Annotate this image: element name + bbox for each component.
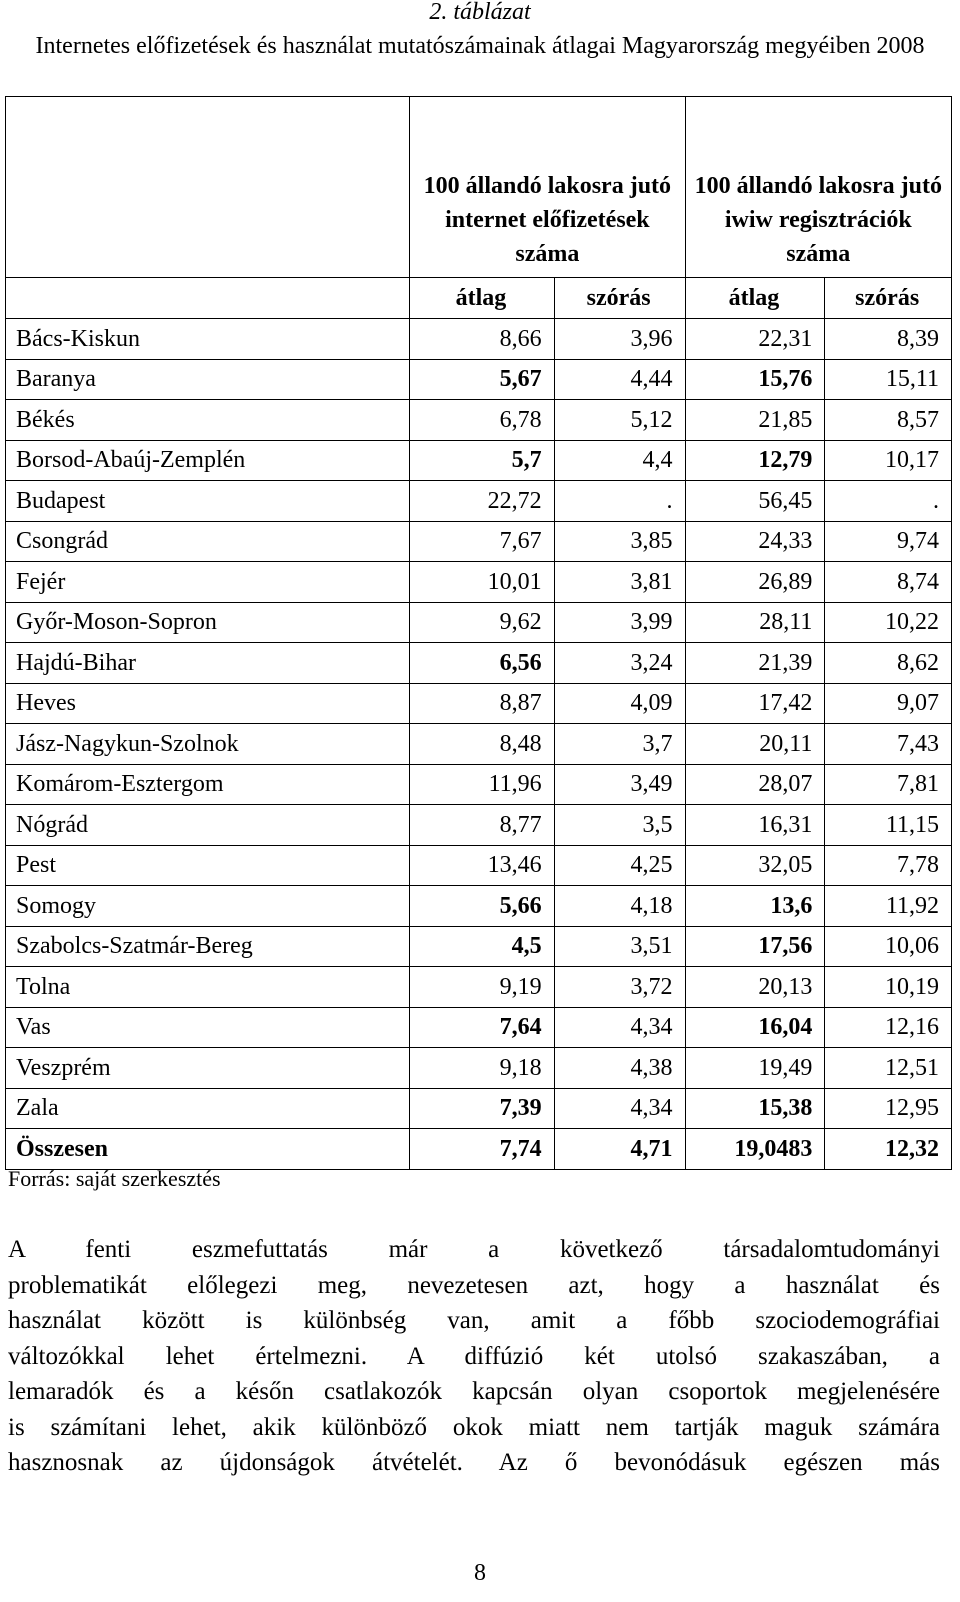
internet-sd-cell: 5,12 xyxy=(554,400,685,441)
paragraph-line: is számítani lehet, akik különböző okok miatt nem tartják maguk számára xyxy=(8,1413,940,1441)
county-name-cell: Budapest xyxy=(6,481,410,522)
internet-sd-cell: 4,25 xyxy=(554,845,685,886)
paragraph-line: változókkal lehet értelmezni. A diffúzió két utolsó szakaszában, a xyxy=(8,1342,940,1370)
iwiw-mean-cell: 21,39 xyxy=(685,643,825,684)
sub-header-sd-1: szórás xyxy=(554,278,685,319)
table-row xyxy=(6,926,952,967)
table-row xyxy=(6,521,952,562)
iwiw-sd-cell: 15,11 xyxy=(825,359,952,400)
total-internet-sd-cell: 4,71 xyxy=(554,1129,685,1170)
county-name-cell: Szabolcs-Szatmár-Bereg xyxy=(6,926,410,967)
county-name-cell: Heves xyxy=(6,683,410,724)
county-name-cell: Borsod-Abaúj-Zemplén xyxy=(6,440,410,481)
county-name-cell: Zala xyxy=(6,1088,410,1129)
table-row xyxy=(6,1088,952,1129)
internet-mean-cell: 8,66 xyxy=(410,319,554,360)
internet-sd-cell: 4,18 xyxy=(554,886,685,927)
page-number: 8 xyxy=(474,1560,486,1586)
iwiw-sd-cell: 9,74 xyxy=(825,521,952,562)
internet-mean-cell: 8,48 xyxy=(410,724,554,765)
internet-mean-cell: 5,66 xyxy=(410,886,554,927)
internet-sd-cell: 3,81 xyxy=(554,562,685,603)
iwiw-mean-cell: 16,31 xyxy=(685,805,825,846)
iwiw-mean-cell: 17,56 xyxy=(685,926,825,967)
table-row xyxy=(6,359,952,400)
iwiw-mean-cell: 20,13 xyxy=(685,967,825,1008)
county-name-cell: Vas xyxy=(6,1007,410,1048)
internet-mean-cell: 7,67 xyxy=(410,521,554,562)
internet-sd-cell: 3,96 xyxy=(554,319,685,360)
internet-mean-cell: 10,01 xyxy=(410,562,554,603)
county-name-cell: Békés xyxy=(6,400,410,441)
table-total-row xyxy=(6,1129,952,1170)
iwiw-mean-cell: 21,85 xyxy=(685,400,825,441)
county-name-cell: Győr-Moson-Sopron xyxy=(6,602,410,643)
county-name-cell: Pest xyxy=(6,845,410,886)
internet-mean-cell: 13,46 xyxy=(410,845,554,886)
iwiw-sd-cell: 7,78 xyxy=(825,845,952,886)
table-row xyxy=(6,440,952,481)
table-row xyxy=(6,683,952,724)
internet-mean-cell: 11,96 xyxy=(410,764,554,805)
iwiw-mean-cell: 24,33 xyxy=(685,521,825,562)
iwiw-sd-cell: 10,19 xyxy=(825,967,952,1008)
sub-header-mean-1: átlag xyxy=(410,278,554,319)
table-row xyxy=(6,562,952,603)
table-caption-title: Internetes előfizetések és használat mutatószámainak átlagai Magyarország megyéiben 2008 xyxy=(35,33,925,59)
iwiw-sd-cell: . xyxy=(825,481,952,522)
iwiw-sd-cell: 11,92 xyxy=(825,886,952,927)
paragraph-line: lemaradók és a későn csatlakozók kapcsán olyan csoportok megjelenésére xyxy=(8,1378,940,1405)
iwiw-sd-cell: 10,17 xyxy=(825,440,952,481)
table-row xyxy=(6,967,952,1008)
iwiw-sd-cell: 12,95 xyxy=(825,1088,952,1129)
iwiw-mean-cell: 26,89 xyxy=(685,562,825,603)
internet-sd-cell: 4,44 xyxy=(554,359,685,400)
iwiw-sd-cell: 8,62 xyxy=(825,643,952,684)
iwiw-sd-cell: 9,07 xyxy=(825,683,952,724)
iwiw-mean-cell: 19,49 xyxy=(685,1048,825,1089)
table-sub-header-row xyxy=(6,278,952,319)
table-source-note: Forrás: saját szerkesztés xyxy=(8,1166,221,1191)
county-name-cell: Nógrád xyxy=(6,805,410,846)
table-row xyxy=(6,643,952,684)
county-name-cell: Hajdú-Bihar xyxy=(6,643,410,684)
iwiw-mean-cell: 16,04 xyxy=(685,1007,825,1048)
internet-mean-cell: 7,39 xyxy=(410,1088,554,1129)
table-row xyxy=(6,602,952,643)
county-name-cell: Tolna xyxy=(6,967,410,1008)
internet-sd-cell: 4,34 xyxy=(554,1088,685,1129)
county-name-cell: Somogy xyxy=(6,886,410,927)
iwiw-mean-cell: 28,11 xyxy=(685,602,825,643)
internet-mean-cell: 9,62 xyxy=(410,602,554,643)
iwiw-mean-cell: 56,45 xyxy=(685,481,825,522)
internet-sd-cell: 3,51 xyxy=(554,926,685,967)
paragraph-line: használat között is különbség van, amit a főbb szociodemográfiai xyxy=(8,1307,940,1334)
group-header-internet: 100 állandó lakosra jutó internet előfizetések száma xyxy=(410,97,685,278)
county-name-cell: Baranya xyxy=(6,359,410,400)
table-row xyxy=(6,1048,952,1089)
table-group-header-row xyxy=(6,97,952,278)
table-caption-label: 2. táblázat xyxy=(429,0,531,25)
county-name-cell: Bács-Kiskun xyxy=(6,319,410,360)
total-iwiw-mean-cell: 19,0483 xyxy=(685,1129,825,1170)
iwiw-mean-cell: 20,11 xyxy=(685,724,825,765)
internet-sd-cell: 4,34 xyxy=(554,1007,685,1048)
sub-header-mean-2: átlag xyxy=(685,278,825,319)
total-iwiw-sd-cell: 12,32 xyxy=(825,1129,952,1170)
internet-sd-cell: 3,7 xyxy=(554,724,685,765)
iwiw-sd-cell: 10,22 xyxy=(825,602,952,643)
iwiw-mean-cell: 12,79 xyxy=(685,440,825,481)
internet-mean-cell: 8,77 xyxy=(410,805,554,846)
internet-sd-cell: 3,24 xyxy=(554,643,685,684)
iwiw-sd-cell: 7,81 xyxy=(825,764,952,805)
internet-sd-cell: 3,72 xyxy=(554,967,685,1008)
table-sub-header-blank xyxy=(6,278,410,319)
iwiw-sd-cell: 12,16 xyxy=(825,1007,952,1048)
sub-header-sd-2: szórás xyxy=(825,278,952,319)
county-name-cell: Fejér xyxy=(6,562,410,603)
table-row xyxy=(6,764,952,805)
total-label-cell: Összesen xyxy=(6,1129,410,1170)
paragraph-line: A fenti eszmefuttatás már a következő társadalomtudományi xyxy=(8,1236,940,1263)
table-row xyxy=(6,805,952,846)
total-internet-mean-cell: 7,74 xyxy=(410,1129,554,1170)
internet-sd-cell: 4,38 xyxy=(554,1048,685,1089)
internet-sd-cell: 4,4 xyxy=(554,440,685,481)
paragraph-line: problematikát előlegezi meg, nevezetesen azt, hogy a használat és xyxy=(8,1271,940,1299)
county-name-cell: Jász-Nagykun-Szolnok xyxy=(6,724,410,765)
internet-sd-cell: 3,5 xyxy=(554,805,685,846)
table-row xyxy=(6,481,952,522)
iwiw-sd-cell: 11,15 xyxy=(825,805,952,846)
paragraph-line: hasznosnak az újdonságok átvételét. Az ő bevonódásuk egészen más xyxy=(8,1449,940,1476)
internet-mean-cell: 5,7 xyxy=(410,440,554,481)
internet-sd-cell: . xyxy=(554,481,685,522)
table-row xyxy=(6,1007,952,1048)
table-corner-cell xyxy=(6,97,410,278)
iwiw-mean-cell: 13,6 xyxy=(685,886,825,927)
iwiw-sd-cell: 8,74 xyxy=(825,562,952,603)
internet-mean-cell: 8,87 xyxy=(410,683,554,724)
iwiw-mean-cell: 15,38 xyxy=(685,1088,825,1129)
iwiw-mean-cell: 15,76 xyxy=(685,359,825,400)
iwiw-sd-cell: 10,06 xyxy=(825,926,952,967)
table-row xyxy=(6,400,952,441)
iwiw-sd-cell: 8,57 xyxy=(825,400,952,441)
iwiw-mean-cell: 28,07 xyxy=(685,764,825,805)
internet-mean-cell: 7,64 xyxy=(410,1007,554,1048)
table-row xyxy=(6,886,952,927)
table-row xyxy=(6,724,952,765)
county-name-cell: Komárom-Esztergom xyxy=(6,764,410,805)
body-paragraph xyxy=(8,1232,940,1481)
iwiw-mean-cell: 32,05 xyxy=(685,845,825,886)
internet-sd-cell: 4,09 xyxy=(554,683,685,724)
internet-mean-cell: 9,19 xyxy=(410,967,554,1008)
internet-sd-cell: 3,99 xyxy=(554,602,685,643)
iwiw-sd-cell: 12,51 xyxy=(825,1048,952,1089)
internet-mean-cell: 6,78 xyxy=(410,400,554,441)
county-name-cell: Csongrád xyxy=(6,521,410,562)
internet-mean-cell: 6,56 xyxy=(410,643,554,684)
iwiw-sd-cell: 8,39 xyxy=(825,319,952,360)
internet-sd-cell: 3,49 xyxy=(554,764,685,805)
iwiw-mean-cell: 17,42 xyxy=(685,683,825,724)
internet-mean-cell: 4,5 xyxy=(410,926,554,967)
iwiw-sd-cell: 7,43 xyxy=(825,724,952,765)
iwiw-mean-cell: 22,31 xyxy=(685,319,825,360)
table-row xyxy=(6,319,952,360)
internet-mean-cell: 9,18 xyxy=(410,1048,554,1089)
data-table xyxy=(5,96,952,1170)
group-header-iwiw: 100 állandó lakosra jutó iwiw regisztrációk száma xyxy=(685,97,951,278)
internet-mean-cell: 22,72 xyxy=(410,481,554,522)
table-row xyxy=(6,845,952,886)
internet-sd-cell: 3,85 xyxy=(554,521,685,562)
county-name-cell: Veszprém xyxy=(6,1048,410,1089)
internet-mean-cell: 5,67 xyxy=(410,359,554,400)
